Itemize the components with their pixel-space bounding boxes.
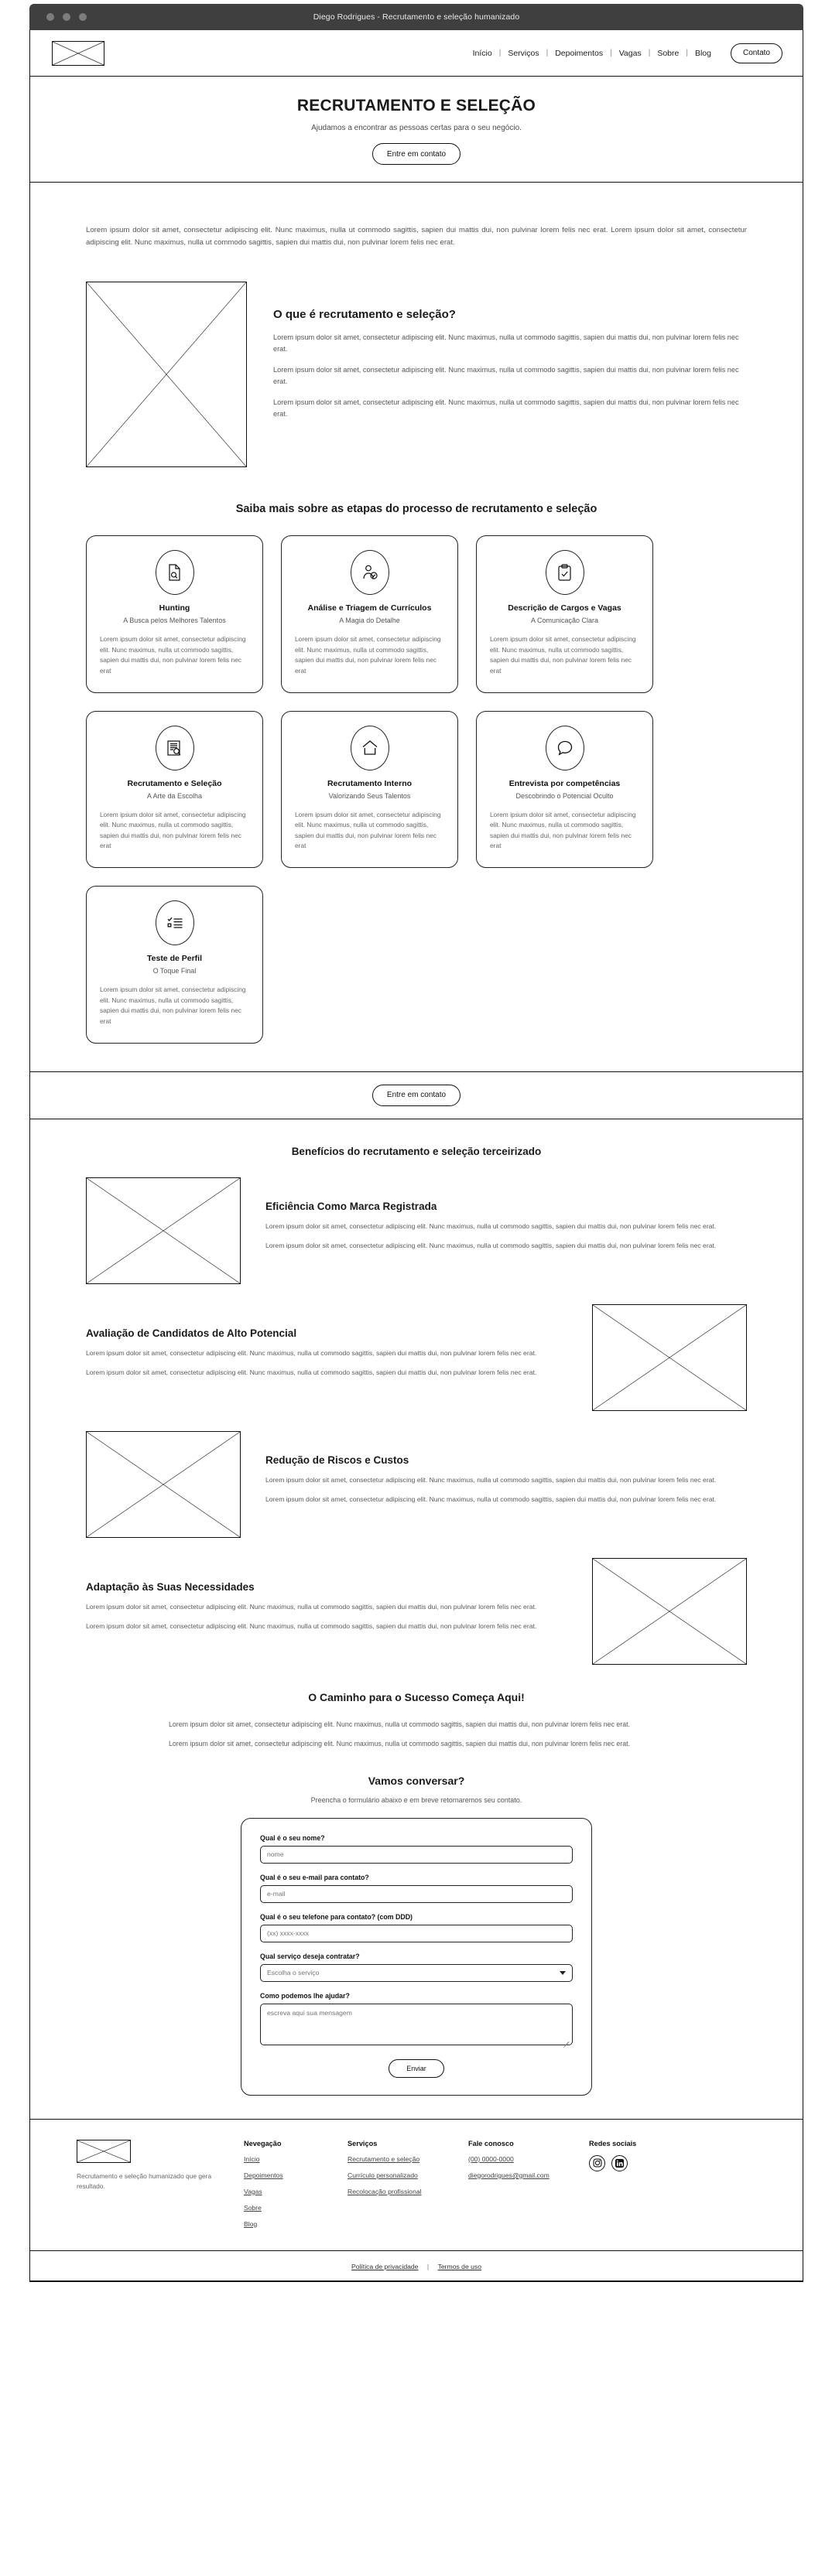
benefit-row-adaptacao <box>86 1558 747 1665</box>
intro-paragraph: Lorem ipsum dolor sit amet, consectetur adipiscing elit. Nunc maximus, nulla ut commodo sagittis, sapien dui mattis dui, non pulvinar lorem felis nec erat. Lorem ipsum dolor sit amet, consectetur adipiscing elit. Nunc maximus, nulla ut commodo sagittis, sapien dui mattis dui, non pulvinar lorem felis nec erat. <box>86 225 747 248</box>
browser-window <box>29 4 803 2572</box>
nav-item-vagas[interactable]: Vagas <box>618 48 642 58</box>
benefit-paragraph: Lorem ipsum dolor sit amet, consectetur adipiscing elit. Nunc maximus, nulla ut commodo sagittis, sapien dui mattis dui, non pulvinar lorem felis nec erat. <box>86 1603 537 1611</box>
benefit-body <box>265 1454 747 1514</box>
benefit-body <box>265 1201 747 1260</box>
footer-tagline: Recrutamento e seleção humanizado que gera resultado. <box>77 2171 212 2191</box>
benefit-paragraph: Lorem ipsum dolor sit amet, consectetur adipiscing elit. Nunc maximus, nulla ut commodo sagittis, sapien dui mattis dui, non pulvinar lorem felis nec erat. <box>86 1622 537 1630</box>
step-card-body: Lorem ipsum dolor sit amet, consectetur adipiscing elit. Nunc maximus, nulla ut commodo sagittis, sapien dui mattis dui, non pulvinar lorem felis nec erat <box>100 635 246 675</box>
footer-link-recolocacao[interactable]: Recolocação profissional <box>348 2187 422 2195</box>
benefit-row-reducao <box>86 1431 747 1538</box>
site-footer <box>30 2119 803 2250</box>
nav-divider: | <box>686 49 688 57</box>
footer-logo-placeholder <box>77 2140 131 2163</box>
nav-divider: | <box>546 49 549 57</box>
benefit-image-placeholder <box>592 1558 747 1665</box>
footer-brand <box>77 2140 224 2236</box>
step-card-recrutamento-selecao[interactable] <box>86 711 263 868</box>
message-label: Como podemos lhe ajudar? <box>260 1991 350 2000</box>
nav-item-blog[interactable]: Blog <box>694 48 711 58</box>
instagram-icon[interactable] <box>589 2155 605 2171</box>
benefit-paragraph: Lorem ipsum dolor sit amet, consectetur adipiscing elit. Nunc maximus, nulla ut commodo sagittis, sapien dui mattis dui, non pulvinar lorem felis nec erat. <box>86 1349 537 1358</box>
footer-column-title: Nevegação <box>244 2139 282 2147</box>
benefit-title: Redução de Riscos e Custos <box>265 1454 409 1467</box>
resume-search-icon <box>156 726 194 770</box>
phone-input[interactable] <box>260 1925 573 1942</box>
step-card-body: Lorem ipsum dolor sit amet, consectetur adipiscing elit. Nunc maximus, nulla ut commodo sagittis, sapien dui mattis dui, non pulvinar lorem felis nec erat <box>490 635 636 675</box>
caminho-section <box>86 1691 747 1750</box>
step-card-hunting[interactable] <box>86 535 263 692</box>
window-titlebar <box>29 4 803 30</box>
benefit-title: Eficiência Como Marca Registrada <box>265 1201 437 1213</box>
benefit-paragraph: Lorem ipsum dolor sit amet, consectetur adipiscing elit. Nunc maximus, nulla ut commodo sagittis, sapien dui mattis dui, non pulvinar lorem felis nec erat. <box>86 1368 537 1376</box>
nav-contact-button[interactable]: Contato <box>731 43 782 63</box>
step-card-body: Lorem ipsum dolor sit amet, consectetur adipiscing elit. Nunc maximus, nulla ut commodo sagittis, sapien dui mattis dui, non pulvinar lorem felis nec erat <box>490 810 636 850</box>
footer-column-title: Fale conosco <box>468 2139 514 2147</box>
footer-column-contato <box>468 2140 569 2236</box>
step-card-descricao-cargos[interactable] <box>476 535 653 692</box>
what-is-paragraph: Lorem ipsum dolor sit amet, consectetur adipiscing elit. Nunc maximus, nulla ut commodo sagittis, sapien dui mattis dui, non pulvinar lorem felis nec erat. <box>273 398 739 418</box>
email-input[interactable] <box>260 1885 573 1903</box>
nav-divider: | <box>610 49 612 57</box>
nav-item-depoimentos[interactable]: Depoimentos <box>555 48 604 58</box>
step-card-title: Recrutamento e Seleção <box>127 778 222 788</box>
step-card-body: Lorem ipsum dolor sit amet, consectetur adipiscing elit. Nunc maximus, nulla ut commodo sagittis, sapien dui mattis dui, non pulvinar lorem felis nec erat <box>100 986 246 1025</box>
navbar-right <box>466 43 782 63</box>
contact-form-card <box>241 1818 592 2096</box>
contact-form-section <box>86 1775 747 2096</box>
contact-form-title: Vamos conversar? <box>368 1774 465 1787</box>
form-submit-row <box>260 2059 573 2078</box>
clipboard-check-icon <box>546 550 584 595</box>
step-card-title: Entrevista por competências <box>508 778 621 788</box>
step-card-entrevista-competencias[interactable] <box>476 711 653 868</box>
hero-title: RECRUTAMENTO E SELEÇÃO <box>296 97 536 114</box>
legal-separator: | <box>426 2262 430 2270</box>
benefit-paragraph: Lorem ipsum dolor sit amet, consectetur adipiscing elit. Nunc maximus, nulla ut commodo sagittis, sapien dui mattis dui, non pulvinar lorem felis nec erat. <box>265 1242 717 1249</box>
footer-link-sobre[interactable]: Sobre <box>244 2203 262 2212</box>
window-title: Diego Rodrigues - Recrutamento e seleção humanizado <box>313 12 520 22</box>
step-card-title: Teste de Perfil <box>147 954 202 964</box>
caminho-paragraph: Lorem ipsum dolor sit amet, consectetur adipiscing elit. Nunc maximus, nulla ut commodo sagittis, sapien dui mattis dui, non pulvinar lorem felis nec erat. <box>169 1720 631 1728</box>
site-navbar <box>30 30 803 77</box>
benefit-image-placeholder <box>592 1304 747 1411</box>
step-card-teste-perfil[interactable] <box>86 886 263 1043</box>
what-is-paragraph: Lorem ipsum dolor sit amet, consectetur adipiscing elit. Nunc maximus, nulla ut commodo sagittis, sapien dui mattis dui, non pulvinar lorem felis nec erat. <box>273 366 739 385</box>
footer-link-curriculo[interactable]: Currículo personalizado <box>348 2171 418 2179</box>
mid-cta-button[interactable]: Entre em contato <box>372 1085 461 1106</box>
step-card-subtitle: Valorizando Seus Talentos <box>328 791 411 800</box>
field-group-name <box>260 1834 573 1864</box>
footer-column-social <box>589 2140 673 2236</box>
step-card-subtitle: A Arte da Escolha <box>146 791 203 800</box>
footer-link-depoimentos[interactable]: Depoimentos <box>244 2171 283 2179</box>
benefit-title: Avaliação de Candidatos de Alto Potencial <box>86 1327 297 1340</box>
benefit-paragraph: Lorem ipsum dolor sit amet, consectetur adipiscing elit. Nunc maximus, nulla ut commodo sagittis, sapien dui mattis dui, non pulvinar lorem felis nec erat. <box>265 1495 717 1503</box>
what-is-body <box>273 282 747 429</box>
benefit-row-avaliacao <box>86 1304 747 1411</box>
privacy-policy-link[interactable]: Política de privacidade <box>351 2262 419 2270</box>
person-check-icon <box>351 550 389 595</box>
footer-link-inicio[interactable]: Início <box>244 2154 260 2163</box>
message-wrap <box>260 2004 573 2049</box>
checklist-icon <box>156 900 194 945</box>
step-card-body: Lorem ipsum dolor sit amet, consectetur adipiscing elit. Nunc maximus, nulla ut commodo sagittis, sapien dui mattis dui, non pulvinar lorem felis nec erat <box>295 810 441 850</box>
name-label: Qual é o seu nome? <box>260 1833 325 1842</box>
footer-link-recrutamento-selecao[interactable]: Recrutamento e seleção <box>348 2154 420 2163</box>
footer-email-link[interactable]: diegorodrigues@gmail.com <box>468 2171 550 2179</box>
step-card-title: Análise e Triagem de Currículos <box>307 603 432 613</box>
steps-card-grid <box>86 535 747 1049</box>
service-select-wrap[interactable] <box>260 1964 573 1982</box>
what-is-image-placeholder <box>86 282 247 467</box>
hero-section <box>30 77 803 183</box>
main-content <box>30 190 803 1050</box>
service-select[interactable] <box>260 1964 573 1982</box>
field-group-email <box>260 1874 573 1903</box>
step-card-subtitle: O Toque Final <box>152 967 197 975</box>
step-card-recrutamento-interno[interactable] <box>281 711 458 868</box>
phone-label: Qual é o seu telefone para contato? (com DDD) <box>260 1912 413 1921</box>
footer-social-links <box>589 2155 673 2171</box>
nav-item-servicos[interactable]: Serviços <box>508 48 539 58</box>
what-is-title: O que é recrutamento e seleção? <box>273 308 456 322</box>
caminho-paragraph: Lorem ipsum dolor sit amet, consectetur adipiscing elit. Nunc maximus, nulla ut commodo sagittis, sapien dui mattis dui, non pulvinar lorem felis nec erat. <box>169 1740 631 1748</box>
benefit-row-eficiencia <box>86 1177 747 1284</box>
footer-column-servicos <box>348 2140 448 2236</box>
step-card-title: Hunting <box>159 603 190 613</box>
nav-divider: | <box>498 49 502 57</box>
page-viewport <box>29 30 803 2282</box>
hero-subtitle: Ajudamos a encontrar as pessoas certas para o seu negócio. <box>311 124 522 132</box>
footer-legal-bar <box>30 2250 803 2281</box>
field-group-message <box>260 1992 573 2049</box>
benefit-body <box>86 1327 567 1387</box>
benefit-image-placeholder <box>86 1431 241 1538</box>
benefit-paragraph: Lorem ipsum dolor sit amet, consectetur adipiscing elit. Nunc maximus, nulla ut commodo sagittis, sapien dui mattis dui, non pulvinar lorem felis nec erat. <box>265 1476 717 1484</box>
benefits-section <box>30 1146 803 2096</box>
step-card-analise-triagem[interactable] <box>281 535 458 692</box>
nav-item-inicio[interactable]: Início <box>472 48 492 58</box>
step-card-subtitle: Descobrindo o Potencial Oculto <box>515 791 614 800</box>
footer-social-title: Redes sociais <box>589 2139 637 2147</box>
step-card-title: Recrutamento Interno <box>327 778 413 788</box>
benefit-body <box>86 1581 567 1641</box>
step-card-body: Lorem ipsum dolor sit amet, consectetur adipiscing elit. Nunc maximus, nulla ut commodo sagittis, sapien dui mattis dui, non pulvinar lorem felis nec erat <box>100 810 246 850</box>
steps-heading: Saiba mais sobre as etapas do processo de recrutamento e seleção <box>235 503 597 516</box>
benefit-title: Adaptação às Suas Necessidades <box>86 1581 255 1594</box>
linkedin-icon[interactable] <box>611 2155 628 2171</box>
nav-divider: | <box>648 49 651 57</box>
field-group-phone <box>260 1913 573 1942</box>
step-card-subtitle: A Busca pelos Melhores Talentos <box>123 617 226 625</box>
submit-button[interactable]: Enviar <box>389 2059 444 2078</box>
speech-bubble-icon <box>546 726 584 770</box>
nav-links <box>466 49 718 58</box>
step-card-subtitle: A Comunicação Clara <box>530 617 599 625</box>
step-card-title: Descrição de Cargos e Vagas <box>508 603 621 613</box>
field-group-service <box>260 1952 573 1982</box>
resize-grip-icon[interactable] <box>563 2038 570 2045</box>
contact-form-lead: Preencha o formulário abaixo e em breve retornaremos seu contato. <box>310 1795 522 1804</box>
footer-column-navegacao <box>244 2140 327 2236</box>
hero-cta-button[interactable]: Entre em contato <box>372 143 461 165</box>
name-input[interactable] <box>260 1846 573 1864</box>
what-is-section <box>86 261 747 467</box>
message-textarea[interactable] <box>260 2004 573 2045</box>
step-card-body: Lorem ipsum dolor sit amet, consectetur adipiscing elit. Nunc maximus, nulla ut commodo sagittis, sapien dui mattis dui, non pulvinar lorem felis nec erat <box>295 635 441 675</box>
benefit-paragraph: Lorem ipsum dolor sit amet, consectetur adipiscing elit. Nunc maximus, nulla ut commodo sagittis, sapien dui mattis dui, non pulvinar lorem felis nec erat. <box>265 1222 717 1231</box>
home-icon <box>351 726 389 770</box>
benefits-heading: Benefícios do recrutamento e seleção terceirizado <box>291 1145 542 1157</box>
footer-column-title: Serviços <box>348 2139 378 2147</box>
email-label: Qual é o seu e-mail para contato? <box>260 1873 369 1881</box>
site-logo-placeholder[interactable] <box>52 41 104 66</box>
footer-link-vagas[interactable]: Vagas <box>244 2187 262 2195</box>
document-search-icon <box>156 550 194 595</box>
footer-phone-link[interactable]: (00) 0000-0000 <box>468 2154 514 2163</box>
step-card-subtitle: A Magia do Detalhe <box>339 617 400 625</box>
footer-link-blog[interactable]: Blog <box>244 2219 258 2228</box>
terms-of-use-link[interactable]: Termos de uso <box>437 2262 481 2270</box>
caminho-title: O Caminho para o Sucesso Começa Aqui! <box>308 1690 525 1703</box>
benefit-image-placeholder <box>86 1177 241 1284</box>
mid-cta-band <box>30 1071 803 1119</box>
nav-item-sobre[interactable]: Sobre <box>657 48 680 58</box>
what-is-paragraph: Lorem ipsum dolor sit amet, consectetur adipiscing elit. Nunc maximus, nulla ut commodo sagittis, sapien dui mattis dui, non pulvinar lorem felis nec erat. <box>273 333 739 354</box>
service-label: Qual serviço deseja contratar? <box>260 1952 360 1960</box>
chevron-down-icon <box>560 1971 566 1975</box>
